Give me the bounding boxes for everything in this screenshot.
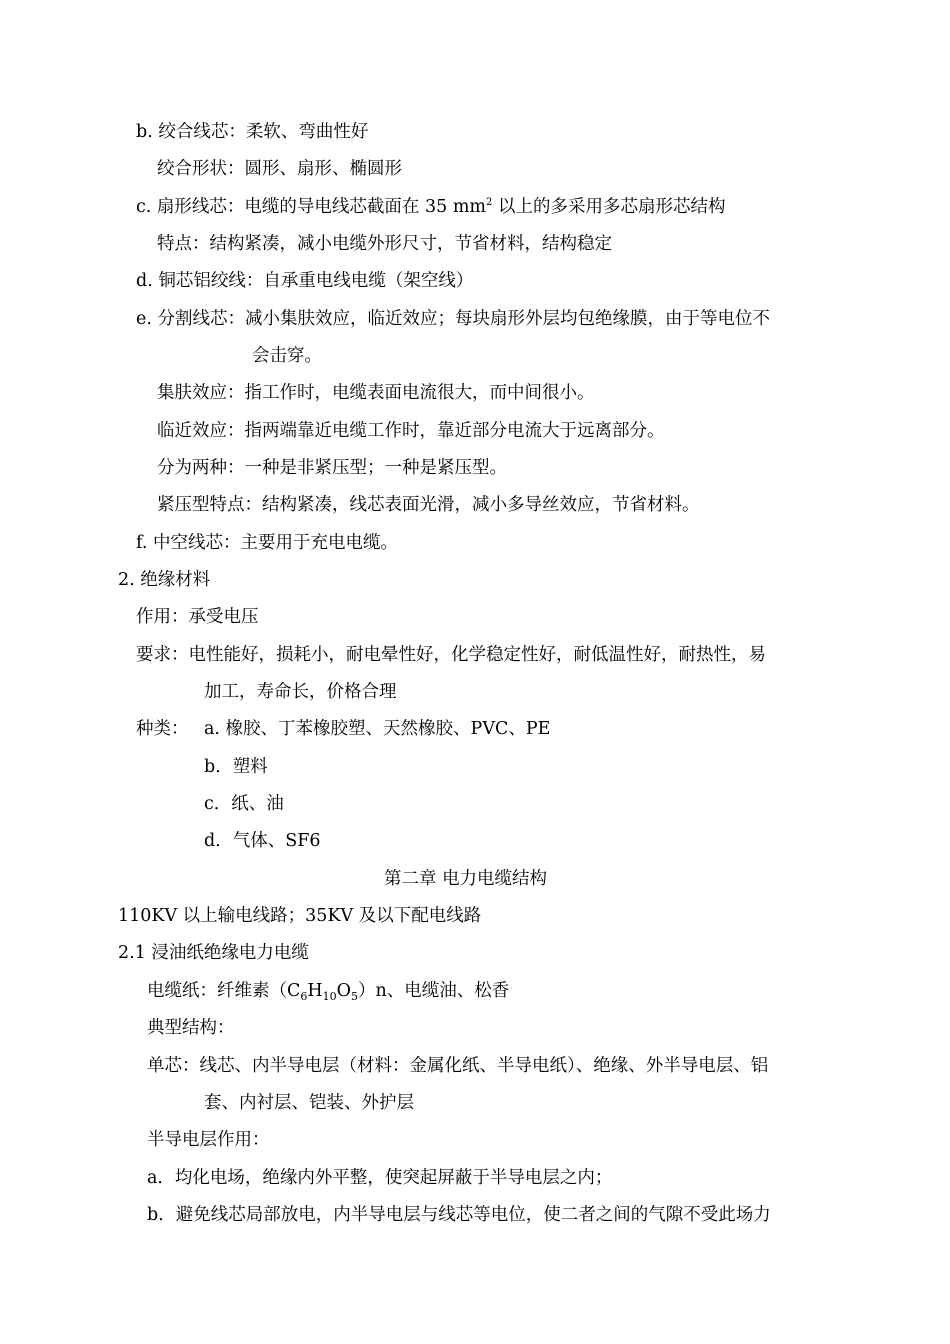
line-acsr: d. 铜芯铝绞线：自承重电线电缆（架空线） bbox=[136, 271, 474, 291]
line-compact-feature: 紧压型特点：结构紧凑，线芯表面光滑，减小多导丝效应，节省材料。 bbox=[157, 495, 700, 515]
line-cable-paper bbox=[147, 980, 509, 1002]
line-function: 作用：承受电压 bbox=[136, 607, 259, 627]
cable-paper-text: 电缆纸：纤维素（C bbox=[147, 981, 301, 1001]
sector-core-text: c. 扇形线芯：电缆的导电线芯截面在 35 mm bbox=[136, 197, 487, 217]
formula-sub-6: 6 bbox=[300, 990, 308, 1003]
line-typical-structure: 典型结构： bbox=[147, 1018, 235, 1038]
formula-sub-10: 10 bbox=[322, 990, 337, 1003]
line-semicon-function: 半导电层作用： bbox=[147, 1130, 270, 1150]
line-semicon-b: b．避免线芯局部放电，内半导电层与线芯等电位，使二者之间的气隙不受此场力 bbox=[147, 1205, 771, 1225]
formula-sub-5: 5 bbox=[351, 990, 359, 1003]
line-skin-effect: 集肤效应：指工作时，电缆表面电流很大，而中间很小。 bbox=[157, 383, 595, 403]
line-sector-feature: 特点：结构紧凑，减小电缆外形尺寸，节省材料，结构稳定 bbox=[157, 234, 612, 254]
line-types-d: d．气体、SF6 bbox=[204, 831, 321, 851]
line-sector-core bbox=[136, 196, 725, 218]
unit-superscript: 2 bbox=[486, 197, 493, 209]
line-types-a: a. 橡胶、丁苯橡胶塑、天然橡胶、PVC、PE bbox=[204, 719, 551, 739]
section-oil-paper-heading: 2.1 浸油纸绝缘电力电缆 bbox=[118, 943, 309, 963]
line-voltage-levels: 110KV 以上输电线路；35KV 及以下配电线路 bbox=[118, 906, 482, 926]
line-hollow-core: f. 中空线芯：主要用于充电电缆。 bbox=[136, 533, 398, 553]
line-segmented-core: e. 分割线芯：减小集肤效应，临近效应；每块扇形外层均包绝缘膜，由于等电位不 bbox=[136, 309, 770, 329]
section-insulation-heading: 2. 绝缘材料 bbox=[118, 570, 211, 590]
cable-paper-tail: ）n、电缆油、松香 bbox=[358, 981, 510, 1001]
line-two-types: 分为两种：一种是非紧压型；一种是紧压型。 bbox=[157, 458, 507, 478]
sector-core-tail: 以上的多采用多芯扇形芯结构 bbox=[492, 197, 726, 217]
chapter-title: 第二章 电力电缆结构 bbox=[384, 869, 548, 889]
formula-h: H bbox=[307, 981, 323, 1001]
line-types-c: c．纸、油 bbox=[204, 794, 284, 814]
line-types-label: 种类： bbox=[136, 719, 189, 739]
line-stranded-core: b. 绞合线芯：柔软、弯曲性好 bbox=[136, 122, 369, 142]
formula-o: O bbox=[336, 981, 352, 1001]
line-stranded-shape: 绞合形状：圆形、扇形、椭圆形 bbox=[157, 159, 402, 179]
line-requirements-cont: 加工，寿命长，价格合理 bbox=[204, 682, 397, 702]
line-proximity-effect: 临近效应：指两端靠近电缆工作时，靠近部分电流大于远离部分。 bbox=[157, 421, 665, 441]
line-single-core: 单芯：线芯、内半导电层（材料：金属化纸、半导电纸）、绝缘、外半导电层、铝 bbox=[147, 1056, 769, 1076]
line-semicon-a: a．均化电场，绝缘内外平整，使突起屏蔽于半导电层之内； bbox=[147, 1168, 613, 1188]
line-requirements: 要求：电性能好，损耗小，耐电晕性好，化学稳定性好，耐低温性好，耐热性，易 bbox=[136, 645, 766, 665]
line-types-b: b．塑料 bbox=[204, 757, 268, 777]
line-segmented-core-cont: 会击穿。 bbox=[252, 346, 322, 366]
line-single-core-cont: 套、内衬层、铠装、外护层 bbox=[204, 1093, 414, 1113]
